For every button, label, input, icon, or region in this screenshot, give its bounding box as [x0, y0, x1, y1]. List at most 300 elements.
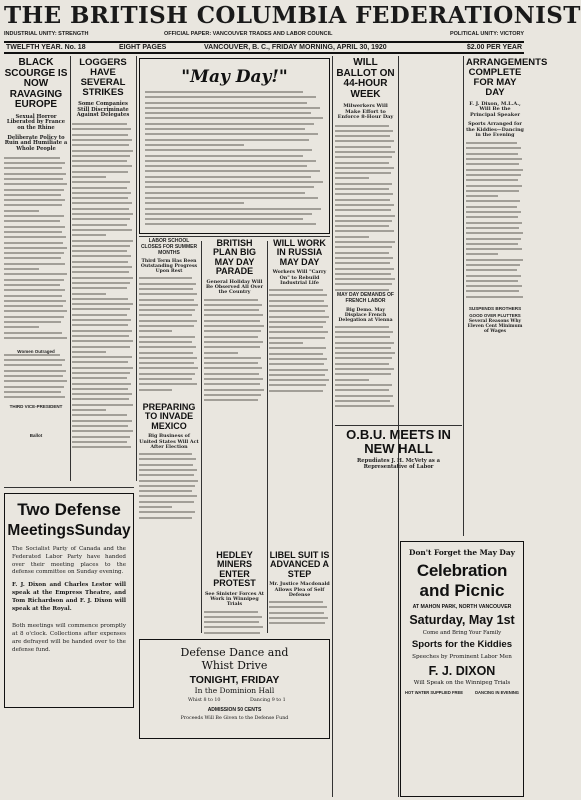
text-line [72, 430, 133, 432]
article-body [466, 142, 524, 302]
column-rule [332, 56, 333, 797]
article-body [269, 601, 330, 631]
text-line [4, 364, 62, 366]
text-line [4, 326, 39, 328]
text-line [72, 287, 127, 289]
text-line [466, 169, 523, 171]
text-line [145, 218, 303, 220]
text-line [4, 321, 61, 323]
text-line [72, 240, 133, 242]
text-line [72, 134, 128, 136]
text-line [72, 346, 130, 348]
deck: Deliberate Policy to Ruin and Humiliate a Whole People [4, 134, 68, 153]
ad-defense-meetings [4, 493, 134, 708]
subhead: Ballot [29, 432, 43, 438]
article-body [139, 453, 199, 523]
section-rule [4, 487, 134, 488]
subline-center: OFFICIAL PAPER: VANCOUVER TRADES AND LABOR COUNCIL [164, 31, 333, 37]
text-line [72, 250, 127, 252]
text-line [4, 300, 66, 302]
text-line [269, 363, 324, 365]
text-line [139, 506, 172, 508]
ad-line: Saturday, May 1st [409, 613, 515, 627]
text-line [204, 632, 260, 634]
text-line [145, 133, 318, 135]
headline: BRITISH PLAN BIG MAY DAY PARADE [212, 238, 256, 277]
text-line [269, 289, 323, 291]
ad-picnic [400, 541, 524, 797]
article-libel-suit [269, 551, 330, 633]
text-line [204, 394, 261, 396]
text-line [72, 420, 132, 422]
text-line [139, 453, 192, 455]
article-labor-school [139, 239, 199, 399]
text-line [72, 372, 130, 374]
text-line [466, 259, 523, 261]
text-line [72, 171, 128, 173]
headline: LIBEL SUIT IS ADVANCED A STEP [269, 550, 330, 579]
text-line [4, 210, 39, 212]
text-line [145, 197, 318, 199]
text-line [466, 269, 517, 271]
text-line [139, 495, 197, 497]
ad-defense-dance [139, 639, 330, 739]
text-line [269, 305, 328, 307]
text-line [204, 399, 258, 401]
text-line [204, 626, 263, 628]
subhead: GOOD OVER PLUTTERS [469, 313, 521, 319]
text-line [466, 195, 498, 197]
text-line [139, 320, 197, 322]
text-line [466, 216, 518, 218]
text-line [72, 155, 130, 157]
ad-line: HOT WATER SUPPLIED FREE [405, 690, 463, 695]
text-line [466, 243, 518, 245]
ad-line: Will Speak on the Winnipeg Trials [413, 680, 511, 686]
article-british-plan [204, 239, 265, 399]
text-line [204, 362, 258, 364]
text-line [139, 352, 193, 354]
article-loggers [72, 58, 134, 481]
text-line [269, 379, 329, 381]
article-body [139, 277, 199, 397]
deck: Sports Arranged for the Kiddies—Dancing in the Evening [466, 121, 524, 138]
text-line [139, 309, 195, 311]
text-line [335, 405, 394, 407]
text-line [204, 383, 260, 385]
issue-number: TWELFTH YEAR. No. 18 [6, 44, 86, 51]
ad-line: Speeches by Prominent Labor Men [412, 654, 512, 660]
text-line [72, 187, 127, 189]
text-line [72, 266, 132, 268]
text-line [466, 206, 517, 208]
text-line [72, 150, 133, 152]
text-line [466, 290, 519, 292]
text-line [72, 303, 133, 305]
text-line [4, 380, 67, 382]
text-line [72, 425, 128, 427]
text-line [335, 193, 393, 195]
deck: Big Business of United States Will Act After Election [139, 433, 199, 450]
text-line [335, 246, 392, 248]
text-line [72, 324, 128, 326]
text-line [145, 96, 316, 98]
headline: HEDLEY MINERS ENTER PROTEST [213, 550, 256, 589]
text-line [335, 130, 393, 132]
text-line [139, 469, 197, 471]
text-line [139, 288, 193, 290]
text-line [204, 341, 263, 343]
text-line [4, 359, 65, 361]
headline: MAY DAY DEMANDS OF FRENCH LABOR [337, 292, 394, 304]
text-line [4, 370, 66, 372]
headline: O.B.U. MEETS IN NEW HALL [346, 427, 451, 456]
text-line [335, 241, 395, 243]
text-line [4, 268, 39, 270]
text-line [139, 299, 194, 301]
ad-line: Don't Forget the May Day [409, 548, 515, 557]
text-line [466, 200, 520, 202]
text-line [204, 352, 238, 354]
text-line [145, 139, 309, 141]
text-line [466, 190, 519, 192]
text-line [72, 144, 129, 146]
ad-footer: Both meetings will commence promptly at 8 o'clock. Collections after expenses are defrayed will be handed over to the defense fund. [12, 623, 126, 653]
text-line [72, 234, 106, 236]
text-line [466, 280, 518, 282]
text-line [72, 409, 106, 411]
text-line [72, 383, 131, 385]
text-line [204, 346, 260, 348]
text-line [269, 326, 323, 328]
text-line [466, 227, 519, 229]
text-line [72, 436, 130, 438]
text-line [269, 294, 327, 296]
text-line [466, 158, 522, 160]
ad-body: The Socialist Party of Canada and the Federated Labor Party have handed over their meeting places to the defense committee on Sunday evening. [12, 546, 126, 576]
headline: ARRANGEMENTS COMPLETE FOR MAY DAY [466, 57, 548, 98]
ad-line: Defense Dance and [180, 646, 289, 659]
ad-line: Come and Bring Your Family [422, 630, 502, 636]
text-line [204, 336, 258, 338]
text-line [72, 192, 131, 194]
article-body [72, 123, 134, 453]
text-line [335, 220, 392, 222]
text-line [466, 185, 522, 187]
text-line [4, 247, 67, 249]
masthead-subline [4, 31, 524, 39]
text-line [466, 232, 523, 234]
headline: BLACK SCOURGE IS NOW RAVAGING EUROPE [4, 57, 68, 110]
text-line [139, 474, 194, 476]
text-line [335, 389, 389, 391]
text-line [4, 252, 64, 254]
text-line [4, 236, 66, 238]
text-line [145, 181, 323, 183]
article-body [204, 299, 265, 409]
text-line [269, 374, 325, 376]
text-line [466, 264, 520, 266]
ad-line: In the Dominion Hall [194, 686, 275, 695]
deck: Some Companies Still Discriminate Against Delegates [76, 100, 130, 119]
text-line [139, 373, 195, 375]
text-line [72, 367, 133, 369]
text-line [4, 215, 64, 217]
text-line [269, 300, 324, 302]
ad-speakers: F. J. Dixon and Charles Lestor will speak at the Empress Theatre, and Tom Richardson and F. J. Dixon will speak at the Royal. [12, 582, 126, 612]
ad-admission: ADMISSION 50 CENTS [207, 707, 262, 713]
text-line [72, 213, 133, 215]
article-russia [269, 239, 330, 399]
text-line [204, 330, 261, 332]
column-rule [267, 241, 268, 633]
ad-line: Whist Drive [201, 659, 268, 672]
text-line [72, 335, 129, 337]
text-line [72, 319, 131, 321]
text-line [4, 167, 62, 169]
text-line [335, 162, 389, 164]
text-line [72, 128, 131, 130]
text-line [72, 261, 128, 263]
text-line [145, 128, 305, 130]
text-line [72, 181, 130, 183]
text-line [4, 263, 65, 265]
article-body [204, 611, 265, 641]
text-line [72, 414, 127, 416]
text-line [335, 395, 393, 397]
column-rule [70, 56, 71, 481]
text-line [145, 223, 316, 225]
text-line [72, 298, 128, 300]
ad-line: F. J. DIXON [428, 664, 496, 678]
deck: Milwerkers Will Make Effort to Enforce 8-Hour Day [337, 103, 394, 120]
text-line [4, 204, 62, 206]
ad-line: Two Defense [17, 500, 121, 519]
text-line [72, 351, 106, 353]
text-line [269, 369, 328, 371]
text-line [72, 160, 127, 162]
subhead: THIRD VICE-PRESIDENT [9, 403, 63, 409]
text-line [204, 314, 263, 316]
text-line [4, 305, 63, 307]
text-line [4, 332, 62, 334]
text-line [139, 511, 195, 513]
text-line [269, 617, 328, 619]
text-line [269, 316, 329, 318]
text-line [335, 336, 390, 338]
ad-whist: Whist 8 to 10 [188, 698, 221, 703]
ad-line: DANCING IN EVENING [475, 690, 519, 695]
text-line [335, 400, 390, 402]
text-line [335, 363, 389, 365]
headline: WILL WORK IN RUSSIA MAY DAY [273, 238, 326, 267]
text-line [145, 176, 311, 178]
may-day-editorial [139, 58, 330, 234]
subline-right: POLITICAL UNITY: VICTORY [449, 31, 524, 37]
masthead [4, 2, 581, 29]
text-line [139, 293, 197, 295]
text-line [139, 458, 196, 460]
text-line [204, 320, 260, 322]
text-line [4, 316, 64, 318]
text-line [145, 186, 314, 188]
text-line [139, 367, 198, 369]
text-line [335, 215, 395, 217]
text-line [72, 245, 130, 247]
text-line [269, 347, 326, 349]
text-line [269, 622, 325, 624]
headline: WILL BALLOT ON 44-HOUR WEEK [336, 57, 395, 100]
text-line [335, 167, 394, 169]
text-line [145, 192, 305, 194]
text-line [466, 248, 522, 250]
text-line [4, 194, 61, 196]
masthead-title: THE BRITISH COLUMBIA FEDERATIONIST [4, 2, 581, 29]
text-line [335, 278, 395, 280]
article-hedley-miners [204, 551, 265, 633]
text-line [72, 404, 133, 406]
text-line [72, 293, 106, 295]
text-line [4, 295, 62, 297]
text-line [335, 172, 391, 174]
text-line [139, 325, 194, 327]
text-line [145, 165, 307, 167]
text-line [72, 330, 132, 332]
text-line [139, 480, 198, 482]
text-line [4, 273, 67, 275]
text-line [145, 155, 303, 157]
text-line [72, 377, 127, 379]
section-rule [335, 425, 462, 426]
headline: LABOR SCHOOL CLOSES FOR SUMMER MONTHS [140, 238, 198, 256]
text-line [335, 156, 392, 158]
ad-line: Sports for the Kiddies [411, 639, 513, 650]
text-line [335, 230, 394, 232]
text-line [139, 517, 192, 519]
text-line [335, 373, 391, 375]
article-body [145, 91, 325, 229]
text-line [72, 388, 128, 390]
text-line [139, 501, 194, 503]
text-line [335, 125, 389, 127]
text-line [4, 386, 64, 388]
text-line [139, 485, 195, 487]
ad-line: and Picnic [419, 581, 505, 600]
text-line [335, 236, 369, 238]
text-line [4, 220, 60, 222]
subline-left: INDUSTRIAL UNITY: STRENGTH [4, 31, 89, 37]
article-body [4, 157, 68, 347]
deck: Repudiates J. H. McVety as a Representative of Labor [357, 458, 440, 470]
text-line [4, 226, 65, 228]
text-line [72, 393, 132, 395]
text-line [145, 144, 244, 146]
text-line [145, 202, 244, 204]
text-line [204, 357, 261, 359]
text-line [204, 611, 258, 613]
ad-line: AT MAHON PARK, NORTH VANCOUVER [412, 604, 512, 610]
text-line [335, 225, 389, 227]
text-line [72, 218, 130, 220]
text-line [4, 354, 60, 356]
text-line [72, 202, 132, 204]
subhead: Women Outraged [17, 348, 55, 354]
text-line [204, 309, 259, 311]
text-line [269, 606, 327, 608]
text-line [269, 337, 325, 339]
section-rule [139, 236, 330, 237]
text-line [204, 373, 259, 375]
deck: F. J. Dixon, M.L.A., Will Be the Principal Speaker [469, 100, 521, 118]
text-line [72, 361, 128, 363]
column-rule [463, 56, 464, 536]
text-line [269, 342, 303, 344]
article-body [269, 289, 330, 399]
ad-line: Celebration [416, 561, 508, 580]
ad-line: TONIGHT, FRIDAY [189, 674, 280, 686]
text-line [72, 441, 127, 443]
text-line [335, 289, 389, 291]
text-line [335, 257, 393, 259]
text-line [4, 391, 61, 393]
text-line [72, 139, 132, 141]
text-line [204, 378, 263, 380]
article-black-scourge [4, 58, 68, 481]
text-line [139, 357, 197, 359]
text-line [335, 326, 389, 328]
text-line [466, 211, 521, 213]
text-line [72, 229, 132, 231]
text-line [335, 268, 394, 270]
text-line [269, 384, 326, 386]
newspaper-page [4, 2, 581, 797]
text-line [335, 368, 394, 370]
text-line [72, 340, 133, 342]
text-line [145, 160, 316, 162]
text-line [335, 209, 391, 211]
dateline [4, 41, 524, 54]
text-line [72, 398, 129, 400]
text-line [204, 367, 262, 369]
text-line [72, 314, 127, 316]
text-line [269, 612, 324, 614]
article-ballot-44-hour [335, 58, 396, 288]
text-line [4, 162, 65, 164]
text-line [4, 279, 64, 281]
text-line [4, 157, 60, 159]
deck: See Sinister Forces At Work in Winnipeg Trials [204, 590, 265, 608]
column-rule [136, 56, 137, 481]
text-line [4, 231, 62, 233]
text-line [72, 446, 131, 448]
text-line [139, 490, 192, 492]
text-line [335, 379, 369, 381]
text-line [139, 378, 192, 380]
text-line [139, 314, 192, 316]
text-line [145, 149, 312, 151]
text-line [139, 283, 196, 285]
text-line [335, 252, 389, 254]
text-line [466, 296, 523, 298]
ad-dancing: Dancing 9 to 1 [250, 698, 286, 703]
text-line [4, 310, 67, 312]
subhead: SUSPENDS BROTHERS [468, 306, 522, 312]
text-line [4, 178, 63, 180]
deck: Mr. Justice Macdonald Allows Plea of Self Defense [269, 581, 330, 598]
text-line [139, 464, 193, 466]
ad-footer: Proceeds Will Be Given to the Defense Fund [180, 716, 289, 721]
text-line [4, 173, 66, 175]
